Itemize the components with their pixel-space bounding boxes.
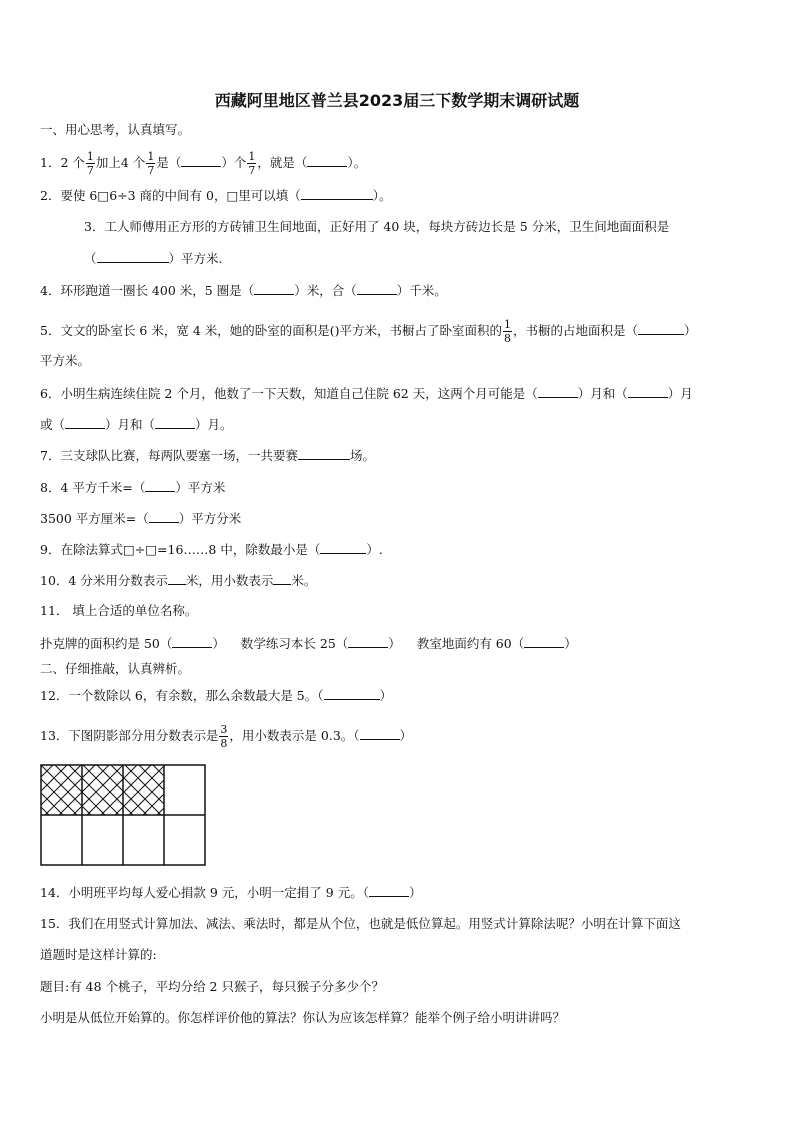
question-11: 11． 填上合适的单位名称。 <box>40 603 198 618</box>
question-9: 9．在除法算式□÷□=16……8 中，除数最小是（ ）. <box>40 542 383 557</box>
answer-blank[interactable] <box>638 322 684 335</box>
question-6: 6．小明生病连续住院 2 个月，他数了一下天数，知道自己住院 62 天，这两个月可能是（ ）月和（ ）月 <box>40 386 693 401</box>
question-8: 8．4 平方千米=（ ）平方米 <box>40 480 226 495</box>
fraction: $\frac{1}{7}$ <box>147 150 155 177</box>
answer-blank[interactable] <box>348 635 388 648</box>
question-13: 13．下图阴影部分用分数表示是 $\frac{3}{8}$ ，用小数表示是 0.3。（ ） <box>40 723 413 750</box>
answer-blank[interactable] <box>357 282 397 295</box>
section-2-heading: 二、仔细推敲，认真辨析。 <box>40 661 191 676</box>
question-14: 14．小明班平均每人爱心捐款 9 元，小明一定捐了 9 元。（ ） <box>40 885 422 900</box>
answer-blank[interactable] <box>149 510 179 523</box>
question-3-line-1: 3．工人师傅用正方形的方砖铺卫生间地面，正好用了 40 块，每块方砖边长是 5 分米，卫生间地面面积是 <box>84 219 670 234</box>
page-title: 西藏阿里地区普兰县2023届三下数学期末调研试题 <box>214 91 580 110</box>
question-12: 12．一个数除以 6，有余数，那么余数最大是 5。（ ） <box>40 688 393 703</box>
answer-blank[interactable] <box>155 416 195 429</box>
answer-blank[interactable] <box>65 416 105 429</box>
fraction: $\frac{1}{8}$ <box>504 318 512 345</box>
fraction: $\frac{1}{7}$ <box>248 150 256 177</box>
shaded-cell <box>41 765 82 815</box>
question-4: 4．环形跑道一圈长 400 米，5 圈是（ ）米，合（ ）千米。 <box>40 283 447 298</box>
question-10: 10．4 分米用分数表示 米，用小数表示 米。 <box>40 573 317 588</box>
question-15-line-1: 15．我们在用竖式计算加法、减法、乘法时，都是从个位，也就是低位算起。用竖式计算除法呢？小明在计算下面这 <box>40 916 681 931</box>
answer-blank[interactable] <box>97 250 169 263</box>
answer-blank[interactable] <box>273 572 291 585</box>
answer-blank[interactable] <box>181 154 221 167</box>
answer-blank[interactable] <box>324 687 380 700</box>
answer-blank[interactable] <box>320 541 366 554</box>
answer-blank[interactable] <box>628 385 668 398</box>
question-3-line-2: （ ）平方米. <box>84 251 223 266</box>
question-2: 2．要使 6□6÷3 商的中间有 0，□里可以填（ ）。 <box>40 188 392 203</box>
answer-blank[interactable] <box>301 187 373 200</box>
answer-blank[interactable] <box>369 884 409 897</box>
answer-blank[interactable] <box>145 479 175 492</box>
answer-blank[interactable] <box>538 385 578 398</box>
question-8-line-2: 3500 平方厘米=（ ）平方分米 <box>40 511 242 526</box>
question-11-line-2: 扑克牌的面积约是 50（ ） 数学练习本长 25（ ） 教室地面约有 60（ ） <box>40 636 577 651</box>
question-7: 7．三支球队比赛，每两队要塞一场，一共要赛 场。 <box>40 448 375 463</box>
answer-blank[interactable] <box>172 635 212 648</box>
question-1: 1．2 个 $\frac{1}{7}$ 加上4 个 $\frac{1}{7}$ 是（ ）个 $\frac{1}{7}$ ，就是（ ）。 <box>40 150 367 177</box>
question-15-line-4: 小明是从低位开始算的。你怎样评价他的算法？你认为应该怎样算？能举个例子给小明讲讲吗？ <box>40 1010 566 1025</box>
shaded-cell <box>123 765 164 815</box>
answer-blank[interactable] <box>307 154 347 167</box>
answer-blank[interactable] <box>360 727 400 740</box>
question-15-line-2: 道题时是这样计算的: <box>40 947 157 962</box>
question-6-line-2: 或（ ）月和（ ）月。 <box>40 417 233 432</box>
section-1-heading: 一、用心思考，认真填写。 <box>40 122 191 137</box>
question-15-line-3: 题目:有 48 个桃子，平均分给 2 只猴子，每只猴子分多少个？ <box>40 979 384 994</box>
answer-blank[interactable] <box>298 447 350 460</box>
answer-blank[interactable] <box>168 572 186 585</box>
answer-blank[interactable] <box>254 282 294 295</box>
shaded-grid-figure <box>40 764 206 866</box>
question-5-line-2: 平方米。 <box>40 353 91 368</box>
fraction: $\frac{1}{7}$ <box>86 150 94 177</box>
shaded-cell <box>82 765 123 815</box>
fraction: $\frac{3}{8}$ <box>220 723 228 750</box>
question-5: 5．文文的卧室长 6 米，宽 4 米，她的卧室的面积是()平方米，书橱占了卧室面积的 $\frac{1}{8}$ ，书橱的占地面积是（ ） <box>40 318 697 345</box>
answer-blank[interactable] <box>524 635 564 648</box>
